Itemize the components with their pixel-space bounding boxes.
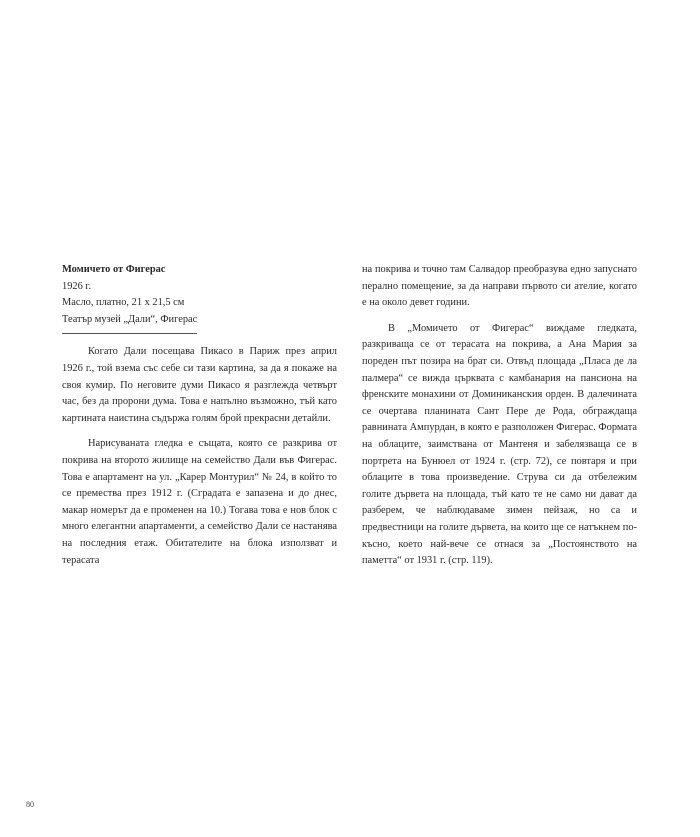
paragraph: Нарисуваната гледка е същата, която се разкрива от покрива на второто жилище на семейство Дали във Фигерас. Това е апартамент на ул. „Карер Монтурил“ № 24, в който то се премества през 1912 г. (Сградата е запазена и до днес, макар номерът да е променен на 10.) Тогава това е нов блок с много елегантни апартаменти, а семейство Дали се настанява на последния етаж. Обитателите на блока използват и терасата [62,438,337,566]
artwork-medium: Масло, платно, 21 х 21,5 см [62,297,185,309]
right-column [362,262,637,579]
caption-divider [62,333,197,334]
artwork-title: Момичето от Фигерас [62,264,166,275]
right-body-text [362,262,637,570]
artwork-location: Театър музей „Дали“, Фигерас [62,313,198,325]
paragraph-continuation: на покрива и точно там Салвадор преобразува едно запуснато перално помещение, за да направи първото си ателие, когато е на около девет години. [362,264,637,309]
left-column [62,262,337,578]
left-body-text [62,344,337,569]
artwork-caption [62,262,337,328]
paragraph: Когато Дали посещава Пикасо в Париж през април 1926 г., той взема със себе си тази картина, за да я покаже на своя кумир. По неговите думи Пикасо я разглежда четвърт час, без да пророни дума. Това е напълно възможно, тъй като картината наистина съдържа голям брой прекрасни детайли. [62,346,337,424]
page-number: 80 [26,800,34,809]
paragraph: В „Момичето от Фигерас“ виждаме гледката, разкриваща се от терасата на покрива, а Ана Мария за пореден път позира на брат си. Отвъд площада „Пласа де ла палмера“ се вижда църквата с камбанария на пансиона на френските монахини от Доминиканския орден. В далечината се очертава планината Сант Пере де Рода, обграждаща равнината Ампурдан, в която е разположен Фигерас. Формата на облаците, заимствана от Мантеня и забелязваща се в портрета на Бунюел от 1924 г. (стр. 72), се повтаря и при облаците в това произведение. Струва си да отбележим голите дървета на площада, тъй като те не само ни дават да разберем, че наблюдаваме зимен пейзаж, но са и предвестници на голите дървета, на които ще се натъкнем по-късно, което най-вече се отнася за „Постоянството на паметта“ от 1931 г. (стр. 119). [362,322,637,567]
artwork-year: 1926 г. [62,280,92,292]
